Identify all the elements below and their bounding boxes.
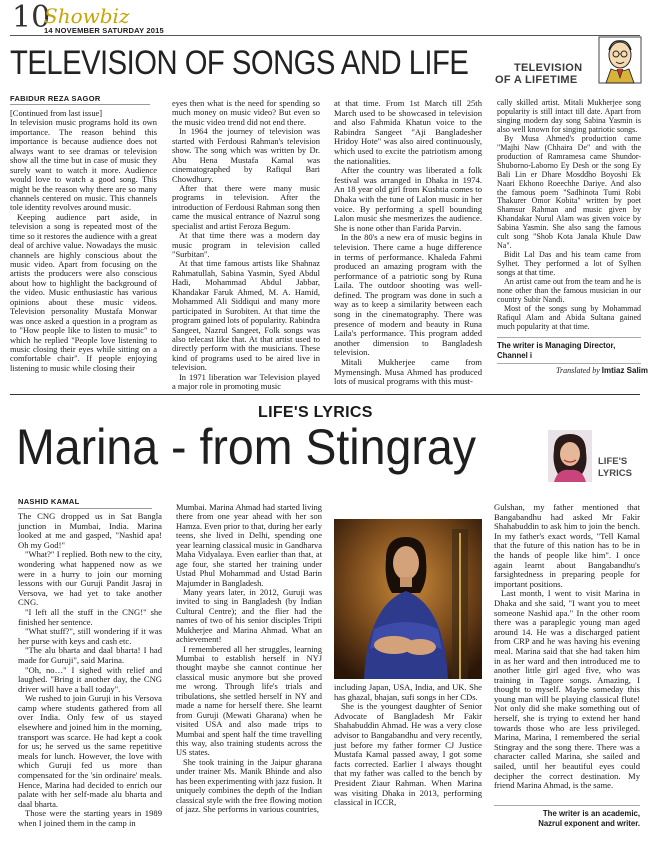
- writer-rule: [497, 363, 641, 364]
- writer-rule: [494, 805, 640, 806]
- column-logo-television: [496, 36, 644, 86]
- page-number: 10: [12, 0, 51, 35]
- translator-credit: [556, 366, 648, 375]
- article2-column-2: [176, 503, 322, 814]
- paragraph: "What stuff?", still wondering if it was her purse with keys and cash etc.: [18, 626, 162, 646]
- paragraph: "Oh, no…" I sighed with relief and laughed. "Bring it another day, the CNG driver will have a ball today".: [18, 664, 162, 694]
- paragraph: She took training in the Jaipur gharana under trainer Ms. Manik Bhinde and also has been experimenting with jazz fusion. It uniquely combines the depth of the Indian classical style with the free flowing motion of jazz. She performs in various countries,: [176, 756, 322, 814]
- article1-column-2: [172, 99, 320, 392]
- paragraph: We rushed to join Guruji in his Versova camp where students gathered from all over India. Only few of us stayed elsewhere and joined him in the morning, transport was scarce. He had kept a cook for us; he served us the same repetitive meals for lunch. However, the love with which Guruji fed us more than compensated for the 'sin ordinaire' meals. Hence, Marina had decided to enrich our palate with her self-made alu bharta and daal bharta.: [18, 693, 162, 809]
- paragraph: In television music programs hold its own importance. The reason behind this importance is because audience does not always want to see dramas or television show all the time but in case of music they surely want to watch it more. Audience would love to watch a good song. This might be the reason why there are so many channels centered on music. This channels tole identity revolves around music.: [10, 117, 157, 213]
- singer-performance-photo: [334, 519, 482, 679]
- byline-rule: [18, 508, 152, 509]
- paragraph: Bidit Lal Das and his team came from Sylhet. They performed a lot of Sylhen songs at that time.: [497, 250, 641, 278]
- article2-headline: Marina - from Stingray: [16, 419, 476, 475]
- paragraph: "I left all the stuff in the CNG!" she finished her sentence.: [18, 606, 162, 627]
- article1-byline: FABIDUR REZA SAGOR: [10, 94, 101, 103]
- paragraph: Keeping audience part aside, in television a song is repeated most of the time so it restores the audience with a great deal of archive value. Nowadays the music channels are highly conscious about the music video. Apart from focusing on the artists the producers were also conscious about how to highlight the background of the video. Music enthusiastic has various opinions about these music videos. Television personality Mustafa Monwar was once asked a question in a program as to "How people like to listen to music" to which he replied "People love listening to music closing their eyes while sitting on a comfortable chair". If people enjoying listening to music while closing their: [10, 211, 157, 373]
- column-logo-line1: LIFE'S: [598, 456, 628, 467]
- byline-rule: [10, 104, 150, 105]
- paragraph: Mitali Mukherjee came from Mymensingh. Musa Ahmed has produced lots of musical programs with this must-: [334, 357, 482, 387]
- paragraph: Most of the songs sung by Mohammad Rafiqul Alam and Abida Sultana gained much popularity at that time.: [497, 303, 641, 331]
- article1-headline: TELEVISION OF SONGS AND LIFE: [10, 44, 469, 82]
- paragraph: After the country was liberated a folk festival was arranged in Dhaka in 1974. An 18 year old girl from Kushtia comes to Dhaka with the tune of Lalon music in her voice. By performing a spell bounding Lalon music she mesmerizes the audience. She is none other than Farida Parvin.: [334, 165, 482, 233]
- paragraph: "What?" I replied. Both new to the city, wondering what happened now as we were in a hurry to join our morning lessons with our Guruji Pandit Jasraj in Versova, we had yet to take another CNG.: [18, 549, 162, 608]
- translator-name: Imtiaz Salim: [601, 366, 649, 375]
- article2-column-3: [334, 683, 482, 808]
- paragraph: [Continued from last issue]: [10, 108, 103, 118]
- paragraph: including Japan, USA, India, and UK. She has ghazal, bhajan, sufi songs in her CDs.: [334, 682, 482, 702]
- paragraph: At that time famous artists like Shahnaz Rahmatullah, Sabina Yasmin, Syed Abdul Hadi, Mohammad Abdul Jabbar, Khandakar Faruk Ahmed, M. A. Hamid, Mohammed Ali Siddiqui and many more participated in Surobiten. At that time the program gained lots of popularity. Rabindra Sangeet, Nazrul Sangeet, Folk songs was also telecast like that. At that artist used to directly perform with the musicians. These kind of programs used to be aired live in television.: [172, 258, 321, 373]
- paragraph: Gulshan, my father mentioned that Bangabandhu had asked Mr Fakir Shahabuddin to ask him to join the bench. In my father's exact words, "Tell Kamal that the future of this nation has to be in the hands of people like him". I once again learnt about Bangabandhu's farsightedness in preparing people for important positions.: [494, 502, 640, 589]
- paragraph: By Musa Ahmed's production came "Majhi Naw (Chhaira De" and with the production of Ramramesa came Shundor-Shuborno-Laborno Ey Desh or the song Ey Bali Lin er Dhare Mosddho Boyoshi Ek Naari Ekhono Roeechhe Dariye. And also the famous poem "Sadhinota Tumi Robi Thakurer Omor Kobita" written by poet Shamsur Rahman and music given by Khandakar Nurul Alam was given voice by Sabina Yasmin. She also sang the famous cult song "Shob Kota Janala Khule Daw Na".: [497, 133, 641, 251]
- writer-rule: [497, 337, 641, 338]
- kicker-text: LIFE'S LYRICS: [258, 404, 373, 421]
- column-logo-line1: TELEVISION: [514, 62, 583, 74]
- paragraph: eyes then what is the need for spending so much money on music video? But even so the music video trend did not end there.: [172, 98, 320, 127]
- section-divider: [10, 394, 640, 395]
- paragraph: at that time. From 1st March till 25th March used to be showcased in television and also Fahmida Khatun voice to the Rabindra Sangeet "Aji Bangladesher Hridoy Hote" was also aired continuously, which used to excite the patriotism among the nationalities.: [334, 98, 482, 166]
- paragraph: In 1971 liberation war Television played a major role in promoting music: [172, 371, 320, 392]
- section-logo: Showbiz: [44, 4, 130, 28]
- writer-note-line: Nazrul exponent and writer.: [538, 818, 640, 828]
- paragraph: An artist came out from the team and he is none other than the famous musician in our country Subir Nandi.: [497, 277, 641, 304]
- article2-column-4: [494, 503, 640, 791]
- article2-byline: NASHID KAMAL: [18, 497, 80, 506]
- dateline: 14 NOVEMBER SATURDAY 2015: [44, 26, 164, 35]
- paragraph: In the 80's a new era of music begins in television. There came a huge difference in terms of performance. Khaleda Fahmi produced an amazing program with the performance of a patriotic song by Runa Laila. The outdoor shooting was well-defined. The program was done in such a way as to keep a similarity between each song in the cinematography. There was presence of modern and beauty in Runa Laila's performance. This program added another dimension to Bangladesh television.: [334, 232, 482, 358]
- paragraph: In 1964 the journey of television was started with Ferdousi Rahman's television show. The song which was written by Dr. Abu Hena Mustafa Kamal was cinematographed by Rafiqul Bari Chowdhury.: [172, 126, 320, 184]
- paragraph: She is the youngest daughter of Senior Advocate of Bangladesh Mr Fakir Shahabuddin Ahmad. He was a very close advisor to Bangabandhu and very recently, just before my father former CJ Justice Mustafa Kamal passed away, I got some facts corrected. Earlier I always thought that my father was called to the bench by President Ziaur Rahman. When Marina was visiting Dhaka in 2013, performing classical in ICCR,: [334, 701, 482, 808]
- article1-column-3: [334, 99, 482, 387]
- paragraph: cally skilled artist. Mitali Mukherjee song popularity is still intact till date. Apart from singing modern day song Sabina Yasmin is also well known for singing patriotic songs.: [497, 98, 641, 134]
- columnist-portrait: [548, 430, 592, 482]
- paragraph: "The alu bharta and daal bharta! I had made for Guruji", said Marina.: [18, 645, 162, 665]
- article2-writer-note: [510, 809, 640, 828]
- paragraph: At that time there was a modern day music program in television called "Surbitan".: [172, 230, 320, 259]
- article1-column-1: [10, 109, 157, 373]
- paragraph: Many years later, in 2012, Guruji was invited to sing in Bangladesh (by Indian Cultural Centre); and the flier had the names of two of his senior disciples Tripti Mukherjee and Marina Ahmad. What an achievement!: [176, 586, 322, 645]
- column-logo-line2: OF A LIFETIME: [495, 74, 578, 86]
- article1-writer-note: [497, 341, 615, 360]
- paragraph: Last month, I went to visit Marina in Dhaka and she said, "I want you to meet someone Nashid apa." In the other room there was a paraplegic young man aged around 14. He was a discharged patient from CRP and he was having his evening meal. Marina said that she had taken him in as her ward and then introduced me to another little girl aged five, who was training in Tagore songs. Amazing, I thought to myself. Maybe someday this young man will be playing classical flute! Not only did she make something out of herself, she is trying to extend her hand towards those who are less privileged. Marina, Marina, I remembered the serial Stingray and the song there. There was a character called Marina, she sailed and sailed, until her beautiful eyes could decipher the correct destination. My friend Marina Ahmad, is the same.: [494, 588, 640, 791]
- translated-prefix: Translated by: [556, 366, 600, 375]
- writer-note-line: The writer is Managing Director,: [497, 341, 616, 350]
- caricature-illustration: [598, 36, 642, 84]
- paragraph: After that there were many music programs in television. After the introduction of Ferdousi Rahman song then came the musical entrance of Nazrul song specialist and artist Feroza Begum.: [172, 182, 320, 231]
- paragraph: The CNG dropped us in Sat Bangla junction in Mumbai, India. Marina looked at me and gasped, "Nashid apa! Oh my God!": [18, 511, 162, 550]
- column-logo-line2: LYRICS: [598, 468, 632, 479]
- writer-note-line: The writer is an academic,: [542, 809, 640, 818]
- article2-column-1: [18, 512, 162, 829]
- paragraph: I remembered all her struggles, learning Mumbai to establish herself in NYJ thought maybe she cannot continue her classical music anymore but she proved me wrong. Through life's trials and tribulations, she settled herself in NY and made a name for herself there. She learnt from Guruji (Mewati Gharana) when he visited USA and also made trips to Mumbai and spent half the time travelling this way, also training students across the US states.: [176, 643, 322, 758]
- masthead: [10, 2, 642, 34]
- paragraph: Those were the starting years in 1989 when I joined them in the camp in: [18, 808, 162, 828]
- article1-column-4: [497, 99, 641, 332]
- paragraph: Mumbai. Marina Ahmad had started living there from one year ahead with her son Hamza. Even prior to that, during her early teens, she lived in Delhi, spending one year learning classical music in Gandharva Maha Vidyalaya. Even earlier than that, at age four, she started her training under Ustad Phul Mohammad and Ustad Barin Majumder in Bangladesh.: [176, 502, 322, 588]
- writer-note-line: Channel i: [497, 350, 533, 360]
